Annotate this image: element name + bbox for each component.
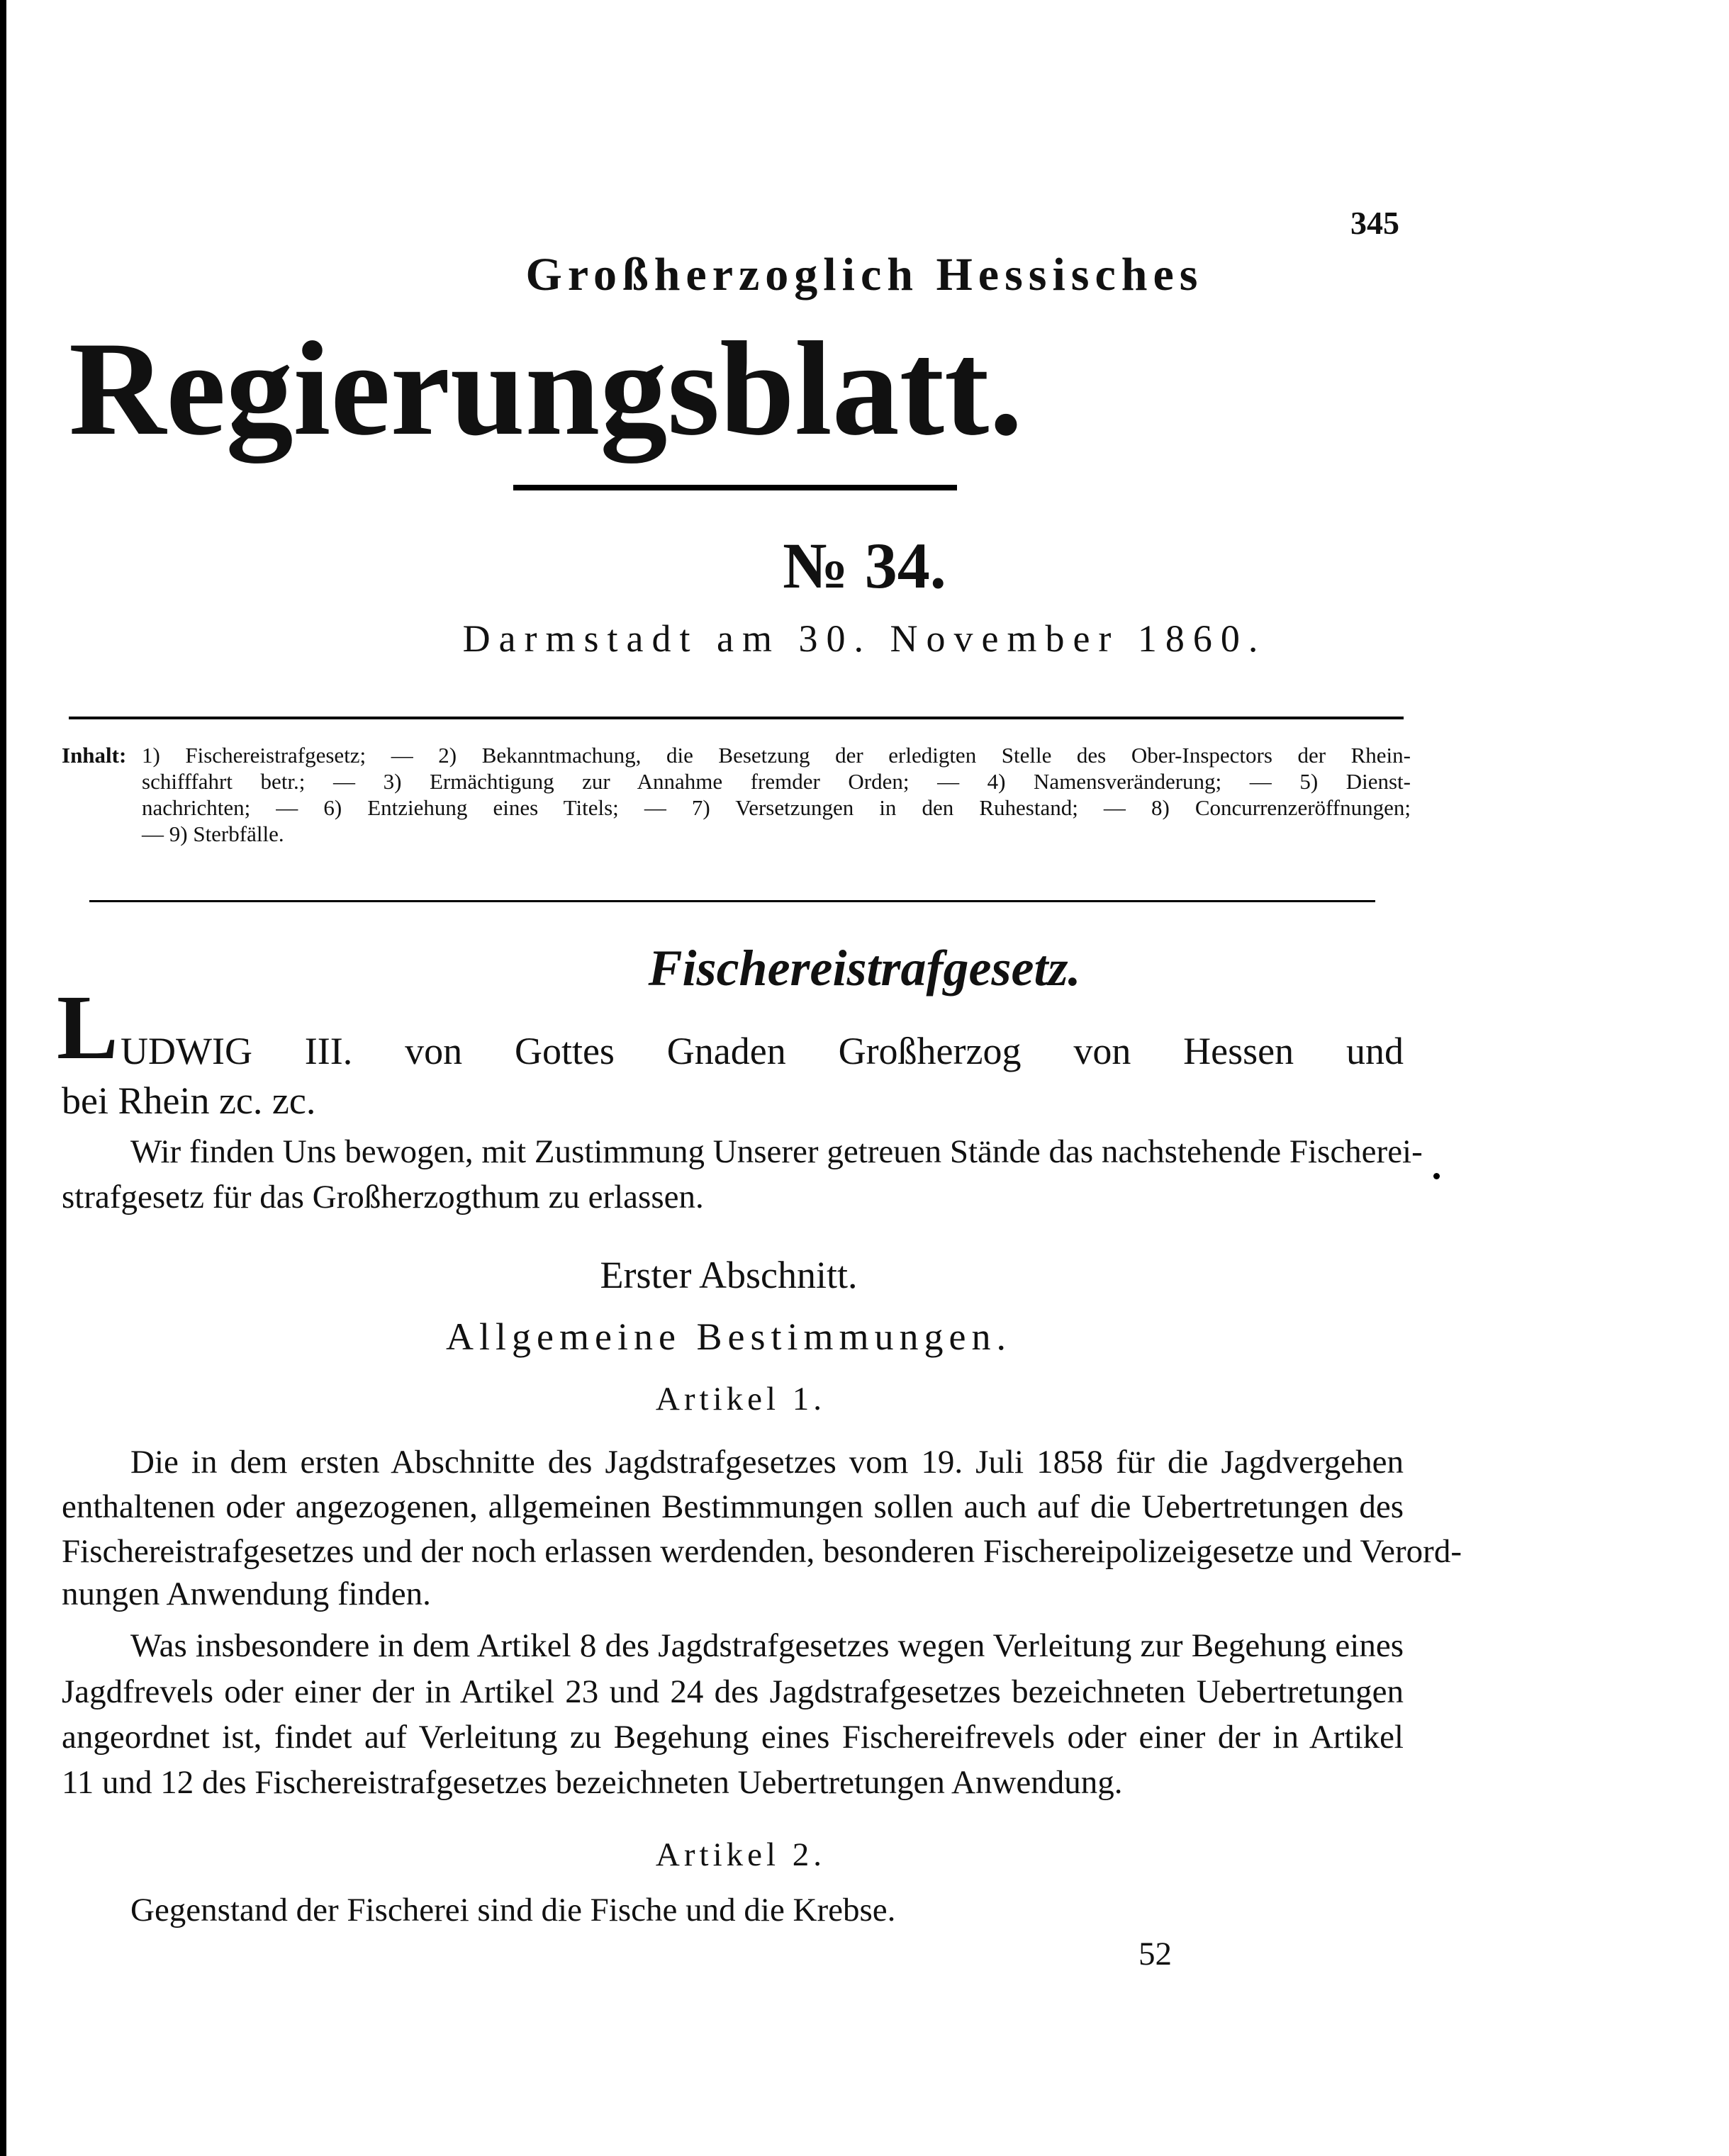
masthead-title: Regierungsblatt. [69,315,1023,464]
contents-rule [89,900,1375,902]
section-title: Allgemeine Bestimmungen. [446,1315,1012,1358]
contents-line: schifffahrt betr.; — 3) Ermächtigung zur Annahme fremder Orden; — 4) Namensveränderung; — 5) Dienst- [142,769,1411,794]
article-2-text: Gegenstand der Fischerei sind die Fische und die Krebse. [130,1892,896,1928]
contents-line: 1) Fischereistrafgesetz; — 2) Bekanntmachung, die Besetzung der erledigten Stelle des Ober-Inspectors der Rhein- [142,743,1411,768]
section-heading: Erster Abschnitt. [600,1254,858,1296]
stray-mark [1433,1173,1440,1179]
signature-mark: 52 [1138,1936,1172,1972]
text-line: Fischereistrafgesetzes und der noch erlassen werdenden, besonderen Fischereipolizeigesetze und Verord- [62,1533,1462,1570]
drop-cap: L [57,977,118,1079]
article-2-heading: Artikel 2. [655,1836,827,1873]
issue-date: Darmstadt am 30. November 1860. [462,617,1267,660]
intro-line: Wir finden Uns bewogen, mit Zustimmung Unserer getreuen Stände das nachstehende Fischerei- [130,1133,1423,1170]
text-line: Die in dem ersten Abschnitte des Jagdstrafgesetzes vom 19. Juli 1858 für die Jagdvergehen [130,1444,1404,1481]
text-line: Jagdfrevels oder einer der in Artikel 23 und 24 des Jagdstrafgesetzes bezeichneten Uebertretungen [62,1673,1404,1710]
text-line: enthaltenen oder angezogenen, allgemeinen Bestimmungen sollen auch auf die Uebertretungen des [62,1488,1404,1525]
contents-label: Inhalt: [62,743,127,768]
masthead-rule [513,485,957,490]
preamble-line: UDWIG III. von Gottes Gnaden Großherzog von Hessen und [121,1030,1404,1072]
header-rule [69,717,1404,719]
contents-line: — 9) Sterbfälle. [142,821,284,846]
intro-line: strafgesetz für das Großherzogthum zu erlassen. [62,1179,704,1215]
law-title: Fischereistrafgesetz. [648,940,1081,996]
issue-number: № 34. [783,529,946,602]
text-line: Was insbesondere in dem Artikel 8 des Jagdstrafgesetzes wegen Verleitung zur Begehung eines [130,1627,1404,1664]
text-line: angeordnet ist, findet auf Verleitung zu Begehung eines Fischereifrevels oder einer der in Artikel [62,1719,1404,1756]
scan-edge [0,0,6,2156]
text-line: 11 und 12 des Fischereistrafgesetzes bezeichneten Uebertretungen Anwendung. [62,1764,1123,1801]
preamble-line: bei Rhein zc. zc. [62,1079,316,1122]
page-number: 345 [1350,205,1399,241]
contents-line: nachrichten; — 6) Entziehung eines Titels; — 7) Versetzungen in den Ruhestand; — 8) Concurrenzeröffnungen; [142,795,1411,820]
masthead-subtitle: Großherzoglich Hessisches [525,249,1204,301]
text-line: nungen Anwendung finden. [62,1576,431,1612]
article-1-heading: Artikel 1. [655,1381,827,1417]
